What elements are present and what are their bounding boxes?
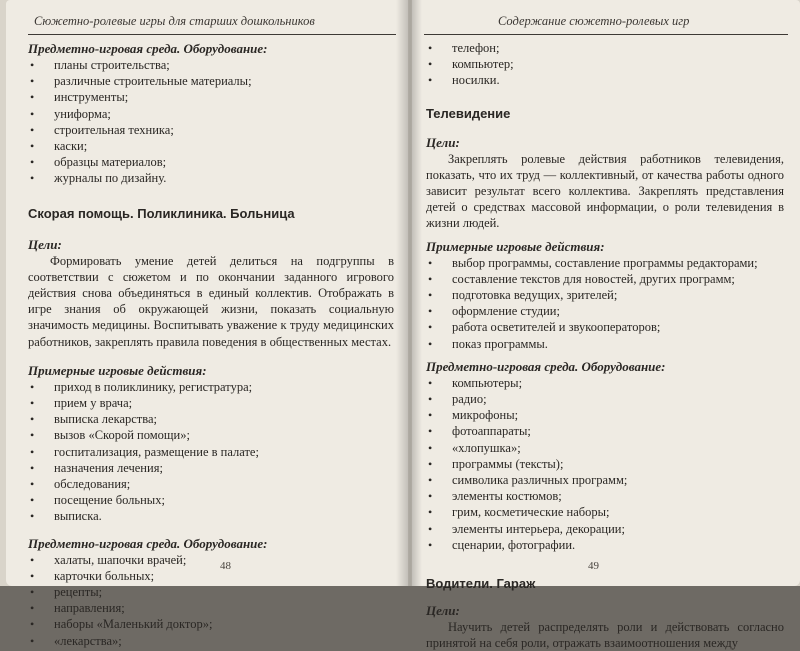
list-item: • программы (тексты); — [426, 456, 784, 472]
list-item: • направления; — [28, 600, 394, 616]
goals-text: Формировать умение детей делиться на подгруппы в соответствии с сюжетом и по окончании заданного игрового действия снова объединяться в единый коллектив. Отображать в игре знания об окружающей жизни, показать социальную значимость медицины. Воспитывать уважение к труду медицинских работников, закреплять правила поведения в общественных местах. — [28, 253, 394, 349]
list-item: • радио; — [426, 391, 784, 407]
list-item: • носилки. — [426, 72, 784, 88]
equipment-list — [426, 375, 784, 553]
list-item: • выписка. — [28, 508, 394, 524]
equipment-label-1: Предметно-игровая среда. Оборудование: — [28, 41, 268, 56]
list-item: • карточки больных; — [28, 568, 394, 584]
list-item: • «хлопушка»; — [426, 440, 784, 456]
list-item: • работа осветителей и звукооператоров; — [426, 319, 784, 335]
list-item: • наборы «Маленький доктор»; — [28, 616, 394, 632]
right-page — [412, 0, 800, 651]
goals-label: Цели: — [426, 134, 460, 150]
list-item: • выбор программы, составление программы редакторами; — [426, 255, 784, 271]
list-item: • различные строительные материалы; — [28, 73, 394, 89]
left-content — [28, 40, 394, 649]
list-item: • элементы костюмов; — [426, 488, 784, 504]
list-item: • символика различных программ; — [426, 472, 784, 488]
list-item: • «лекарства»; — [28, 633, 394, 649]
list-item: • выписка лекарства; — [28, 411, 394, 427]
list-item: • подготовка ведущих, зрителей; — [426, 287, 784, 303]
list-item: • показ программы. — [426, 336, 784, 352]
actions-label: Примерные игровые действия: — [28, 362, 207, 378]
running-head-right: Содержание сюжетно-ролевых игр — [498, 14, 690, 28]
list-item: • грим, косметические наборы; — [426, 504, 784, 520]
list-item: • составление текстов для новостей, других программ; — [426, 271, 784, 287]
equipment-label-2: Предметно-игровая среда. Оборудование: — [28, 535, 268, 551]
actions-list — [28, 379, 394, 525]
goals-label: Цели: — [28, 236, 62, 252]
list-item: • обследования; — [28, 476, 394, 492]
list-item: • микрофоны; — [426, 407, 784, 423]
book-gutter — [396, 0, 422, 586]
list-item: • компьютер; — [426, 56, 784, 72]
equipment-label: Предметно-игровая среда. Оборудование: — [426, 358, 666, 374]
header-rule-right — [424, 34, 788, 35]
right-content — [426, 40, 784, 651]
list-item: • компьютеры; — [426, 375, 784, 391]
list-item: • рецепты; — [28, 584, 394, 600]
list-item: • прием у врача; — [28, 395, 394, 411]
list-item: • журналы по дизайну. — [28, 170, 394, 186]
list-item: • халаты, шапочки врачей; — [28, 552, 394, 568]
section-title-garage: Водители. Гараж — [426, 576, 536, 592]
list-item: • сценарии, фотографии. — [426, 537, 784, 553]
page-number-right: 49 — [588, 560, 599, 572]
goals-text: Закреплять ролевые действия работников телевидения, показать, что их труд — коллективный, от качества работы одного зависит результат всего коллектива. Закреплять представления детей о средствах массовой информации, о роли телевидения в жизни людей. — [426, 151, 784, 231]
list-item: • приход в поликлинику, регистратура; — [28, 379, 394, 395]
list-item: • посещение больных; — [28, 492, 394, 508]
list-item: • фотоаппараты; — [426, 423, 784, 439]
section-title-hospital: Скорая помощь. Поликлиника. Больница — [28, 205, 295, 221]
list-item: • униформа; — [28, 106, 394, 122]
continued-list — [426, 40, 784, 89]
list-item: • образцы материалов; — [28, 154, 394, 170]
running-head-left: Сюжетно-ролевые игры для старших дошкольников — [34, 14, 315, 28]
list-item: • телефон; — [426, 40, 784, 56]
goals-text-2: Научить детей распределять роли и действовать согласно принятой на себя роли, отражать взаимоотношения между — [426, 620, 784, 651]
list-item: • госпитализация, размещение в палате; — [28, 444, 394, 460]
list-item: • инструменты; — [28, 89, 394, 105]
actions-label: Примерные игровые действия: — [426, 238, 605, 254]
actions-list — [426, 255, 784, 352]
list-item: • элементы интерьера, декорации; — [426, 521, 784, 537]
equipment-list-2 — [28, 552, 394, 649]
list-item: • планы строительства; — [28, 57, 394, 73]
left-page — [6, 0, 408, 648]
list-item: • строительная техника; — [28, 122, 394, 138]
list-item: • назначения лечения; — [28, 460, 394, 476]
list-item: • вызов «Скорой помощи»; — [28, 427, 394, 443]
list-item: • оформление студии; — [426, 303, 784, 319]
equipment-list-1 — [28, 57, 394, 187]
header-rule-left — [28, 34, 396, 35]
list-item: • каски; — [28, 138, 394, 154]
goals-label-2: Цели: — [426, 603, 460, 619]
page-number-left: 48 — [220, 560, 231, 572]
section-title-tv: Телевидение — [426, 105, 511, 121]
